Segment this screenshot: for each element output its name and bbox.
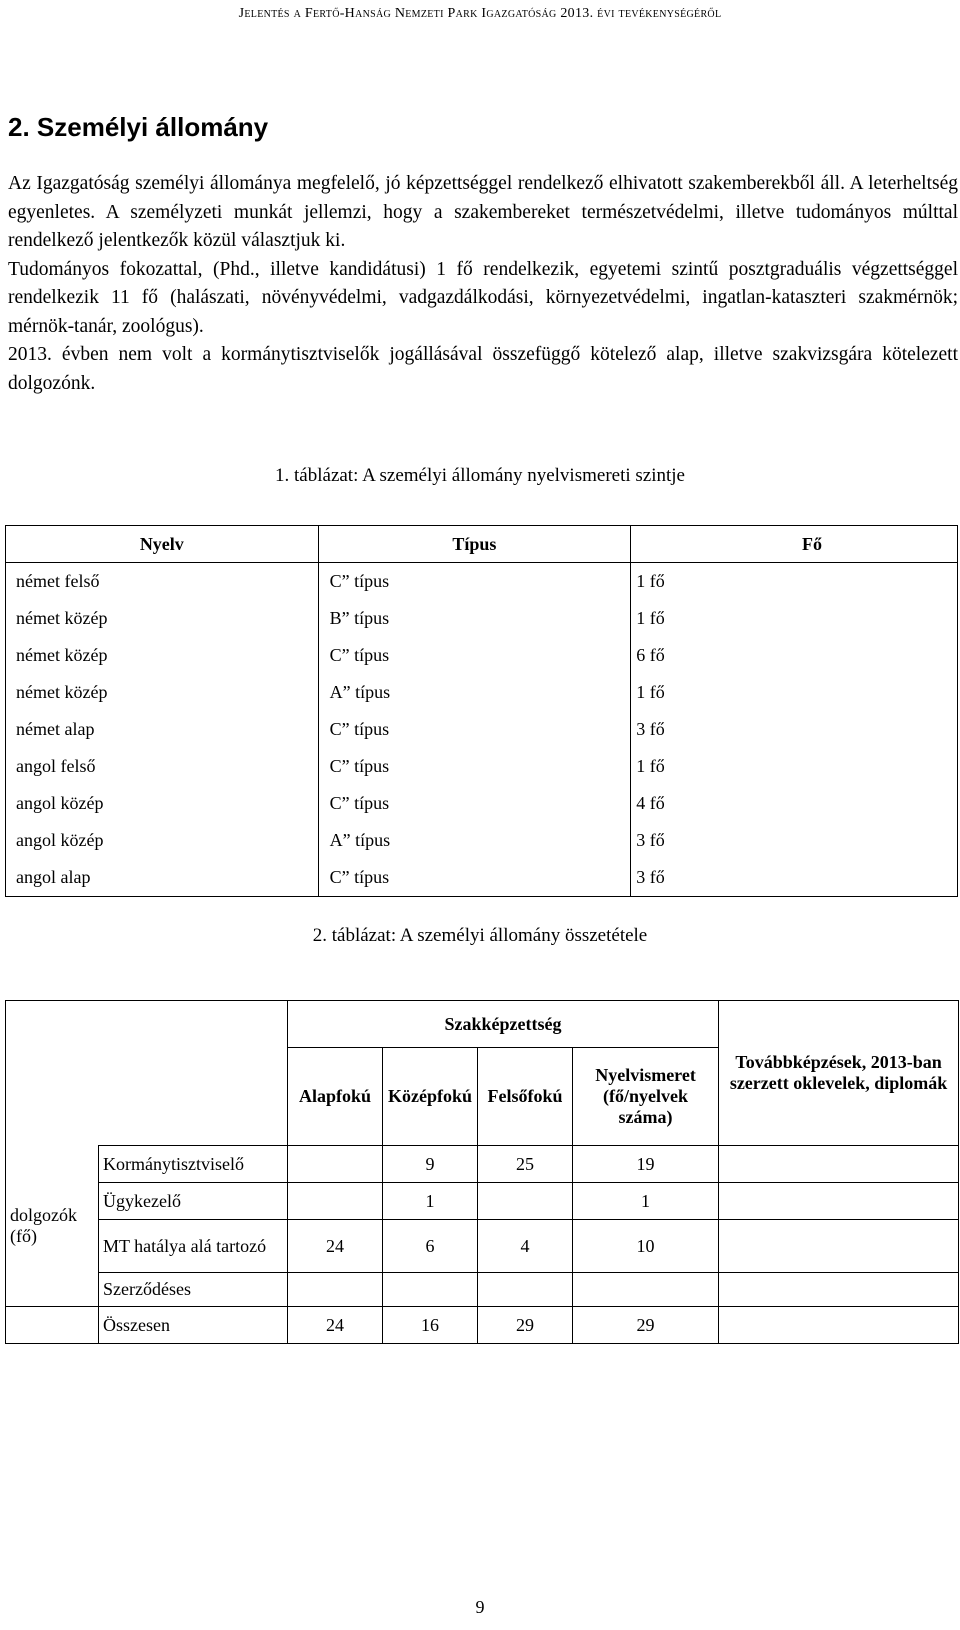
language-level: német alap	[6, 711, 319, 748]
value-cell	[478, 1183, 573, 1220]
row-label: Szerződéses	[99, 1273, 288, 1307]
row-group-spacer	[6, 1307, 99, 1344]
value-cell	[719, 1220, 959, 1273]
person-count: 1 fő	[631, 563, 958, 601]
person-count: 1 fő	[631, 600, 958, 637]
language-level: angol alap	[6, 859, 319, 897]
table-row	[6, 785, 958, 822]
language-level: német felső	[6, 563, 319, 601]
value-cell: 9	[383, 1146, 478, 1183]
value-cell	[719, 1183, 959, 1220]
group-header-qualification: Szakképzettség	[288, 1001, 719, 1048]
row-label: Ügykezelő	[99, 1183, 288, 1220]
table-row	[6, 711, 958, 748]
table-row	[6, 637, 958, 674]
value-cell	[288, 1183, 383, 1220]
language-level: angol közép	[6, 785, 319, 822]
column-header-secondary: Középfokú	[383, 1048, 478, 1146]
paragraph-1: Az Igazgatóság személyi állománya megfelelő, jó képzettséggel rendelkező elhivatott szakemberekből áll. A leterheltség egyenletes. A személyzeti munkát jellemzi, hogy a szakembereket természetvédelmi, illetve tudományos múlttal rendelkező jelentkezők közül választjuk ki.	[8, 173, 958, 251]
value-cell	[383, 1273, 478, 1307]
table-row	[6, 674, 958, 711]
column-header-count: Fő	[631, 526, 958, 563]
value-cell: 24	[288, 1307, 383, 1344]
table-row	[6, 1183, 959, 1220]
person-count: 4 fő	[631, 785, 958, 822]
value-cell	[719, 1146, 959, 1183]
value-cell	[478, 1273, 573, 1307]
column-header-higher: Felsőfokú	[478, 1048, 573, 1146]
exam-type: C” típus	[318, 563, 631, 601]
value-cell: 6	[383, 1220, 478, 1273]
exam-type: B” típus	[318, 600, 631, 637]
value-cell: 1	[383, 1183, 478, 1220]
table-row	[6, 563, 958, 601]
table-row	[6, 1146, 959, 1183]
value-cell	[719, 1307, 959, 1344]
value-cell: 16	[383, 1307, 478, 1344]
table-row	[6, 600, 958, 637]
value-cell: 25	[478, 1146, 573, 1183]
language-level: angol felső	[6, 748, 319, 785]
value-cell: 29	[573, 1307, 719, 1344]
column-header-primary: Alapfokú	[288, 1048, 383, 1146]
staff-composition-table	[5, 1000, 958, 1344]
language-level: angol közép	[6, 822, 319, 859]
language-table	[5, 525, 958, 897]
language-level: német közép	[6, 600, 319, 637]
person-count: 3 fő	[631, 711, 958, 748]
value-cell: 19	[573, 1146, 719, 1183]
table1-caption: 1. táblázat: A személyi állomány nyelvismereti szintje	[275, 465, 685, 486]
column-header-training: Továbbképzések, 2013-ban szerzett oklevelek, diplomák	[719, 1001, 959, 1146]
person-count: 1 fő	[631, 674, 958, 711]
table2-caption: 2. táblázat: A személyi állomány összetétele	[312, 925, 648, 946]
row-label: Összesen	[99, 1307, 288, 1344]
row-group-label: dolgozók (fő)	[6, 1146, 99, 1307]
table-row	[6, 859, 958, 897]
table-row	[6, 822, 958, 859]
running-header: Jelentés a Fertő-Hanság Nemzeti Park Igazgatóság 2013. évi tevékenységéről	[238, 6, 722, 21]
value-cell: 4	[478, 1220, 573, 1273]
value-cell: 24	[288, 1220, 383, 1273]
table-row	[6, 1273, 959, 1307]
table-header-row	[6, 526, 958, 563]
exam-type: A” típus	[318, 674, 631, 711]
exam-type: C” típus	[318, 859, 631, 897]
paragraph-3: 2013. évben nem volt a kormánytisztviselők jogállásával összefüggő kötelező alap, illetve szakvizsgára kötelezett dolgozónk.	[8, 344, 958, 394]
value-cell	[288, 1273, 383, 1307]
value-cell: 1	[573, 1183, 719, 1220]
row-label: Kormánytisztviselő	[99, 1146, 288, 1183]
paragraph-2: Tudományos fokozattal, (Phd., illetve kandidátusi) 1 fő rendelkezik, egyetemi szintű posztgraduális végzettséggel rendelkezik 11 fő (halászati, növényvédelmi, vadgazdálkodási, környezetvédelmi, ingatlan-kataszteri szakmérnök; mérnök-tanár, zoológus).	[8, 258, 958, 337]
person-count: 6 fő	[631, 637, 958, 674]
value-cell	[719, 1273, 959, 1307]
person-count: 3 fő	[631, 859, 958, 897]
table-row	[6, 1220, 959, 1273]
empty-corner	[6, 1001, 288, 1146]
value-cell	[573, 1273, 719, 1307]
column-header-languages: Nyelvismeret (fő/nyelvek száma)	[573, 1048, 719, 1146]
body-text	[8, 170, 958, 398]
page-number: 9	[475, 1597, 485, 1617]
exam-type: A” típus	[318, 822, 631, 859]
exam-type: C” típus	[318, 785, 631, 822]
exam-type: C” típus	[318, 711, 631, 748]
column-header-type: Típus	[318, 526, 631, 563]
value-cell: 29	[478, 1307, 573, 1344]
language-level: német közép	[6, 637, 319, 674]
column-header-language: Nyelv	[6, 526, 319, 563]
section-title: 2. Személyi állomány	[8, 112, 269, 142]
table-row	[6, 1307, 959, 1344]
exam-type: C” típus	[318, 748, 631, 785]
table-row	[6, 748, 958, 785]
person-count: 3 fő	[631, 822, 958, 859]
row-label: MT hatálya alá tartozó	[99, 1220, 288, 1273]
value-cell	[288, 1146, 383, 1183]
value-cell: 10	[573, 1220, 719, 1273]
person-count: 1 fő	[631, 748, 958, 785]
exam-type: C” típus	[318, 637, 631, 674]
language-level: német közép	[6, 674, 319, 711]
